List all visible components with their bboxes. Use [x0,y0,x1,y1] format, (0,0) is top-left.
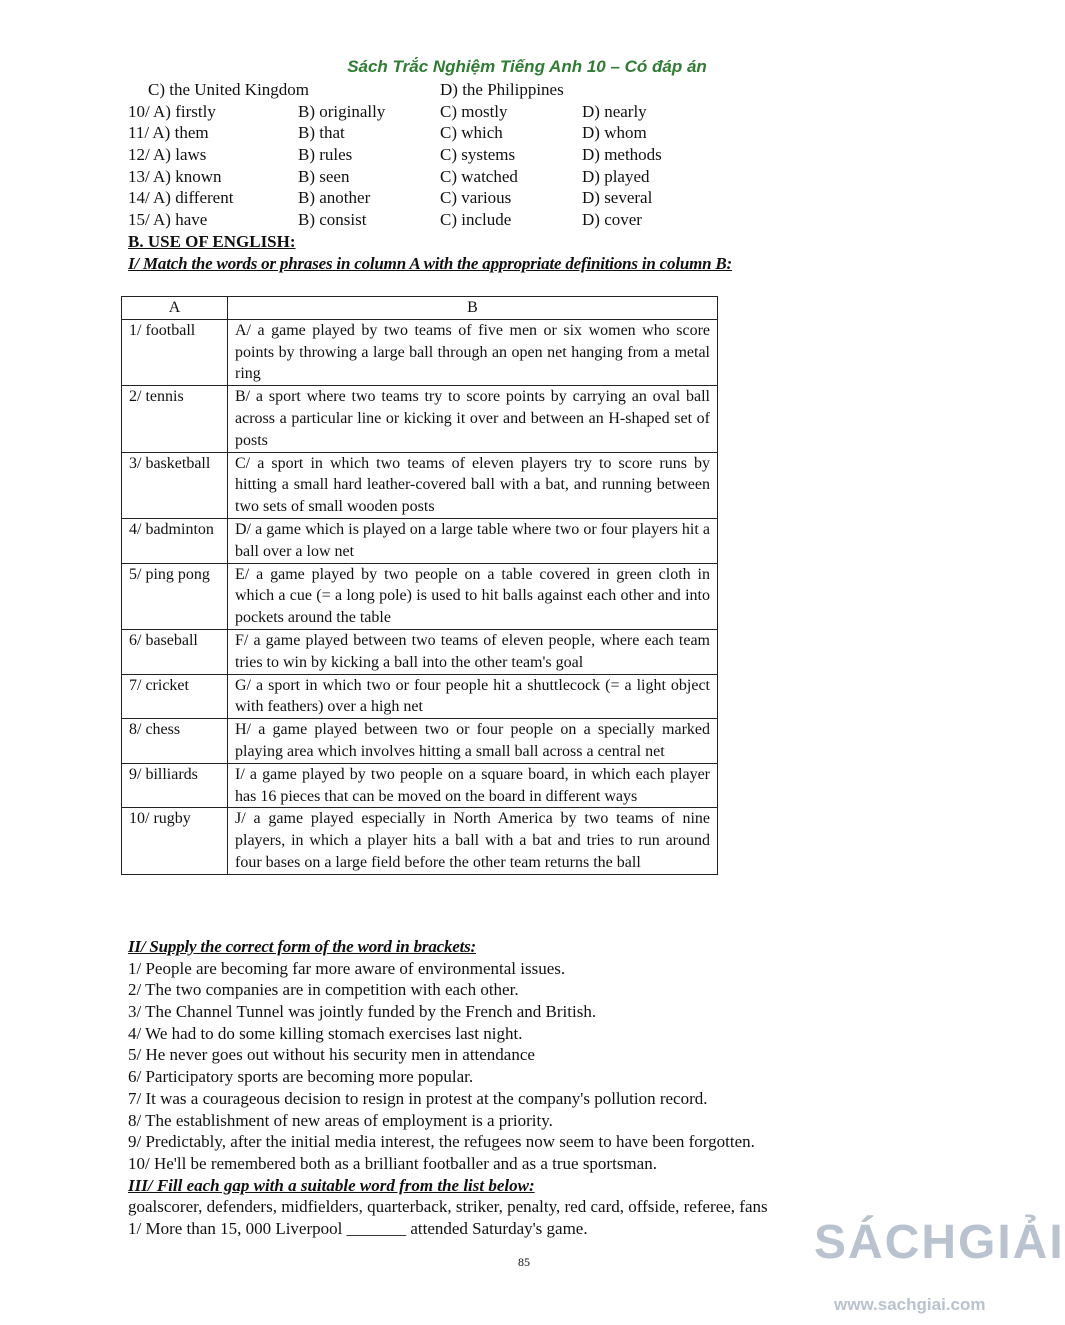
sentence-line: 1/ More than 15, 000 Liverpool _______ attended Saturday's game. [128,1218,588,1238]
option-a: 12/ A) laws [128,145,207,165]
option-b: B) seen [298,166,350,186]
definition-cell: A/ a game played by two teams of five men or six women who score points by throwing a large ball through an open net hanging from a metal ring [228,319,718,385]
option-d: D) methods [582,145,662,165]
table-row [122,719,718,764]
word-list: goalscorer, defenders, midfielders, quarterback, striker, penalty, red card, offside, referee, fans [128,1197,768,1217]
option-a: 14/ A) different [128,188,234,208]
definition-cell: J/ a game played especially in North America by two teams of nine players, in which a player hits a ball with a bat and tries to run around four bases on a large field before the other team returns the ball [228,808,718,874]
term-cell: 8/ chess [122,719,228,764]
table-row [122,763,718,808]
option-d: D) played [582,166,650,186]
option-d: D) the Philippines [440,80,564,99]
table-row [122,518,718,563]
sentence-line: 2/ The two companies are in competition with each other. [128,980,519,1000]
option-c: C) which [440,123,503,143]
term-cell: 5/ ping pong [122,563,228,629]
sentence-line: 1/ People are becoming far more aware of environmental issues. [128,958,566,978]
definition-cell: B/ a sport where two teams try to score points by carrying an oval ball across a particular line or kicking it over and between an H-shaped set of posts [228,386,718,452]
definition-cell: I/ a game played by two people on a square board, in which each player has 16 pieces that can be moved on the board in different ways [228,763,718,808]
option-c: C) the United Kingdom [148,80,310,99]
option-b: B) that [298,123,345,143]
option-d: D) cover [582,210,642,230]
option-b: B) another [298,188,371,208]
option-a: 11/ A) them [128,123,209,143]
table-row [122,319,718,385]
column-b-header: B [228,297,718,320]
column-a-header: A [122,297,228,320]
table-row [122,674,718,719]
term-cell: 1/ football [122,319,228,385]
term-cell: 3/ basketball [122,452,228,518]
term-cell: 9/ billiards [122,763,228,808]
term-cell: 4/ badminton [122,518,228,563]
part-1-instruction: I/ Match the words or phrases in column A with the appropriate definitions in column B: [128,254,733,273]
table-row [122,808,718,874]
option-a: 15/ A) have [128,210,208,230]
option-d: D) nearly [582,101,647,121]
definition-cell: D/ a game which is played on a large table where two or four players hit a ball over a low net [228,518,718,563]
option-c: C) systems [440,145,516,165]
definition-cell: G/ a sport in which two or four people hit a shuttlecock (= a light object with feathers) over a high net [228,674,718,719]
option-c: C) watched [440,166,518,186]
table-row [122,452,718,518]
table-row [122,629,718,674]
watermark-logo: SÁCHGIẢI [814,1216,1065,1269]
sentence-line: 5/ He never goes out without his security men in attendance [128,1045,535,1065]
page-header-title: Sách Trắc Nghiệm Tiếng Anh 10 – Có đáp án [347,57,707,76]
sentence-line: 6/ Participatory sports are becoming more popular. [128,1067,474,1087]
option-d: D) several [582,188,653,208]
part-2-section [128,936,768,1240]
option-c: C) various [440,188,512,208]
option-a: 13/ A) known [128,166,222,186]
part-3-instruction: III/ Fill each gap with a suitable word from the list below: [128,1175,535,1195]
sentence-line: 7/ It was a courageous decision to resign in protest at the company's pollution record. [128,1088,708,1108]
definition-cell: E/ a game played by two people on a table covered in green cloth in which a cue (= a long pole) is used to hit balls against each other and into pockets around the table [228,563,718,629]
term-cell: 10/ rugby [122,808,228,874]
definition-cell: F/ a game played between two teams of eleven people, where each team tries to win by kicking a ball into the other team's goal [228,629,718,674]
definition-cell: C/ a sport in which two teams of eleven players try to score runs by hitting a small hard leather-covered ball with a bat, and running between two sets of small wooden posts [228,452,718,518]
option-b: B) consist [298,210,367,230]
option-c: C) mostly [440,101,508,121]
option-b: B) originally [298,101,386,121]
sentence-line: 8/ The establishment of new areas of employment is a priority. [128,1110,553,1130]
page-number: 85 [518,1255,530,1269]
term-cell: 6/ baseball [122,629,228,674]
table-row [122,563,718,629]
sentence-line: 4/ We had to do some killing stomach exercises last night. [128,1023,523,1043]
term-cell: 2/ tennis [122,386,228,452]
part-2-instruction: II/ Supply the correct form of the word in brackets: [128,937,477,956]
table-row [122,386,718,452]
option-c: C) include [440,210,512,230]
section-b-title: B. USE OF ENGLISH: [128,232,296,251]
sentence-line: 3/ The Channel Tunnel was jointly funded by the French and British. [128,1002,597,1022]
option-d: D) whom [582,123,647,143]
sentence-line: 10/ He'll be remembered both as a brilliant footballer and as a true sportsman. [128,1153,657,1173]
definition-cell: H/ a game played between two or four people on a specially marked playing area which involves hitting a small ball across a central net [228,719,718,764]
sentence-line: 9/ Predictably, after the initial media interest, the refugees now seem to have been forgotten. [128,1132,755,1152]
table-header-row [122,297,718,320]
option-a: 10/ A) firstly [128,101,216,121]
watermark-url: www.sachgiai.com [834,1295,986,1314]
term-cell: 7/ cricket [122,674,228,719]
option-b: B) rules [298,145,353,165]
matching-table [121,296,718,875]
